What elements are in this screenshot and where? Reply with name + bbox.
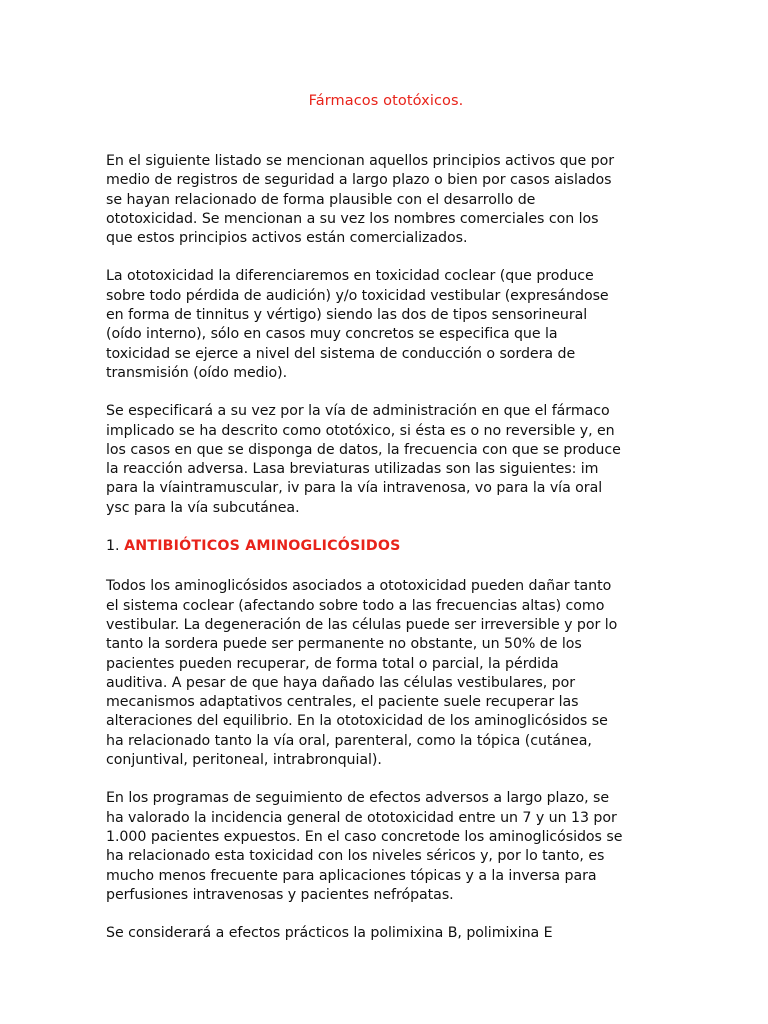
text-line: los casos en que se disponga de datos, la frecuencia con que se produce <box>106 441 621 458</box>
text-line: toxicidad se ejerce a nivel del sistema de conducción o sordera de <box>106 345 576 362</box>
text-line: (oído interno), sólo en casos muy concretos se especifica que la <box>106 326 558 343</box>
text-line: en forma de tinnitus y vértigo) siendo las dos de tipos sensorineural <box>106 307 588 324</box>
text-line: auditiva. A pesar de que haya dañado las células vestibulares, por <box>106 674 576 691</box>
text-line: medio de registros de seguridad a largo plazo o bien por casos aislados <box>106 172 612 189</box>
text-line: la reacción adversa. Lasa breviaturas utilizadas son las siguientes: im <box>106 461 599 478</box>
text-line: 1.000 pacientes expuestos. En el caso concretode los aminoglicósidos se <box>106 828 623 845</box>
text-line: para la víaintramuscular, iv para la vía intravenosa, vo para la vía oral <box>106 480 603 497</box>
paragraph <box>106 152 666 248</box>
text-line: Se especificará a su vez por la vía de administración en que el fármaco <box>106 403 610 420</box>
text-line: perfusiones intravenosas y pacientes nefrópatas. <box>106 886 454 903</box>
document-title: Fármacos ototóxicos. <box>308 93 464 109</box>
text-line: ysc para la vía subcutánea. <box>106 499 300 516</box>
text-line: ha valorado la incidencia general de ototoxicidad entre un 7 y un 13 por <box>106 809 617 826</box>
text-line: Se considerará a efectos prácticos la polimixina B, polimixina E <box>106 925 553 942</box>
text-line: ha relacionado tanto la vía oral, parenteral, como la tópica (cutánea, <box>106 732 592 749</box>
paragraph <box>106 402 666 518</box>
paragraph <box>106 267 666 383</box>
text-line: tanto la sordera puede ser permanente no obstante, un 50% de los <box>106 636 582 653</box>
text-line: mecanismos adaptativos centrales, el paciente suele recuperar las <box>106 694 579 711</box>
text-line: mucho menos frecuente para aplicaciones tópicas y a la inversa para <box>106 867 597 884</box>
text-line: pacientes pueden recuperar, de forma total o parcial, la pérdida <box>106 655 559 672</box>
text-line: ototoxicidad. Se mencionan a su vez los nombres comerciales con los <box>106 210 599 227</box>
section-heading <box>106 537 666 556</box>
text-line: sobre todo pérdida de audición) y/o toxicidad vestibular (expresándose <box>106 287 609 304</box>
text-line: ha relacionado esta toxicidad con los niveles séricos y, por lo tanto, es <box>106 848 605 865</box>
text-line: En el siguiente listado se mencionan aquellos principios activos que por <box>106 153 615 169</box>
text-line: La ototoxicidad la diferenciaremos en toxicidad coclear (que produce <box>106 268 594 285</box>
text-line: alteraciones del equilibrio. En la ototoxicidad de los aminoglicósidos se <box>106 713 608 730</box>
document-page <box>106 93 666 962</box>
text-line: En los programas de seguimiento de efectos adversos a largo plazo, se <box>106 790 610 807</box>
text-line: conjuntival, peritoneal, intrabronquial). <box>106 752 382 769</box>
text-line: vestibular. La degeneración de las células puede ser irreversible y por lo <box>106 616 618 633</box>
text-line: Todos los aminoglicósidos asociados a ototoxicidad pueden dañar tanto <box>106 578 612 595</box>
text-line: que estos principios activos están comercializados. <box>106 230 468 247</box>
text-line: se hayan relacionado de forma plausible con el desarrollo de <box>106 191 536 208</box>
paragraph <box>106 924 666 943</box>
text-line: transmisión (oído medio). <box>106 364 288 381</box>
section-number: 1. <box>106 538 120 555</box>
intro-section <box>106 152 666 518</box>
section-title: ANTIBIÓTICOS AMINOGLICÓSIDOS <box>124 538 401 555</box>
text-line: implicado se ha descrito como ototóxico, si ésta es o no reversible y, en <box>106 422 615 439</box>
section-body <box>106 577 666 943</box>
paragraph <box>106 789 666 905</box>
paragraph <box>106 577 666 770</box>
text-line: el sistema coclear (afectando sobre todo a las frecuencias altas) como <box>106 597 605 614</box>
